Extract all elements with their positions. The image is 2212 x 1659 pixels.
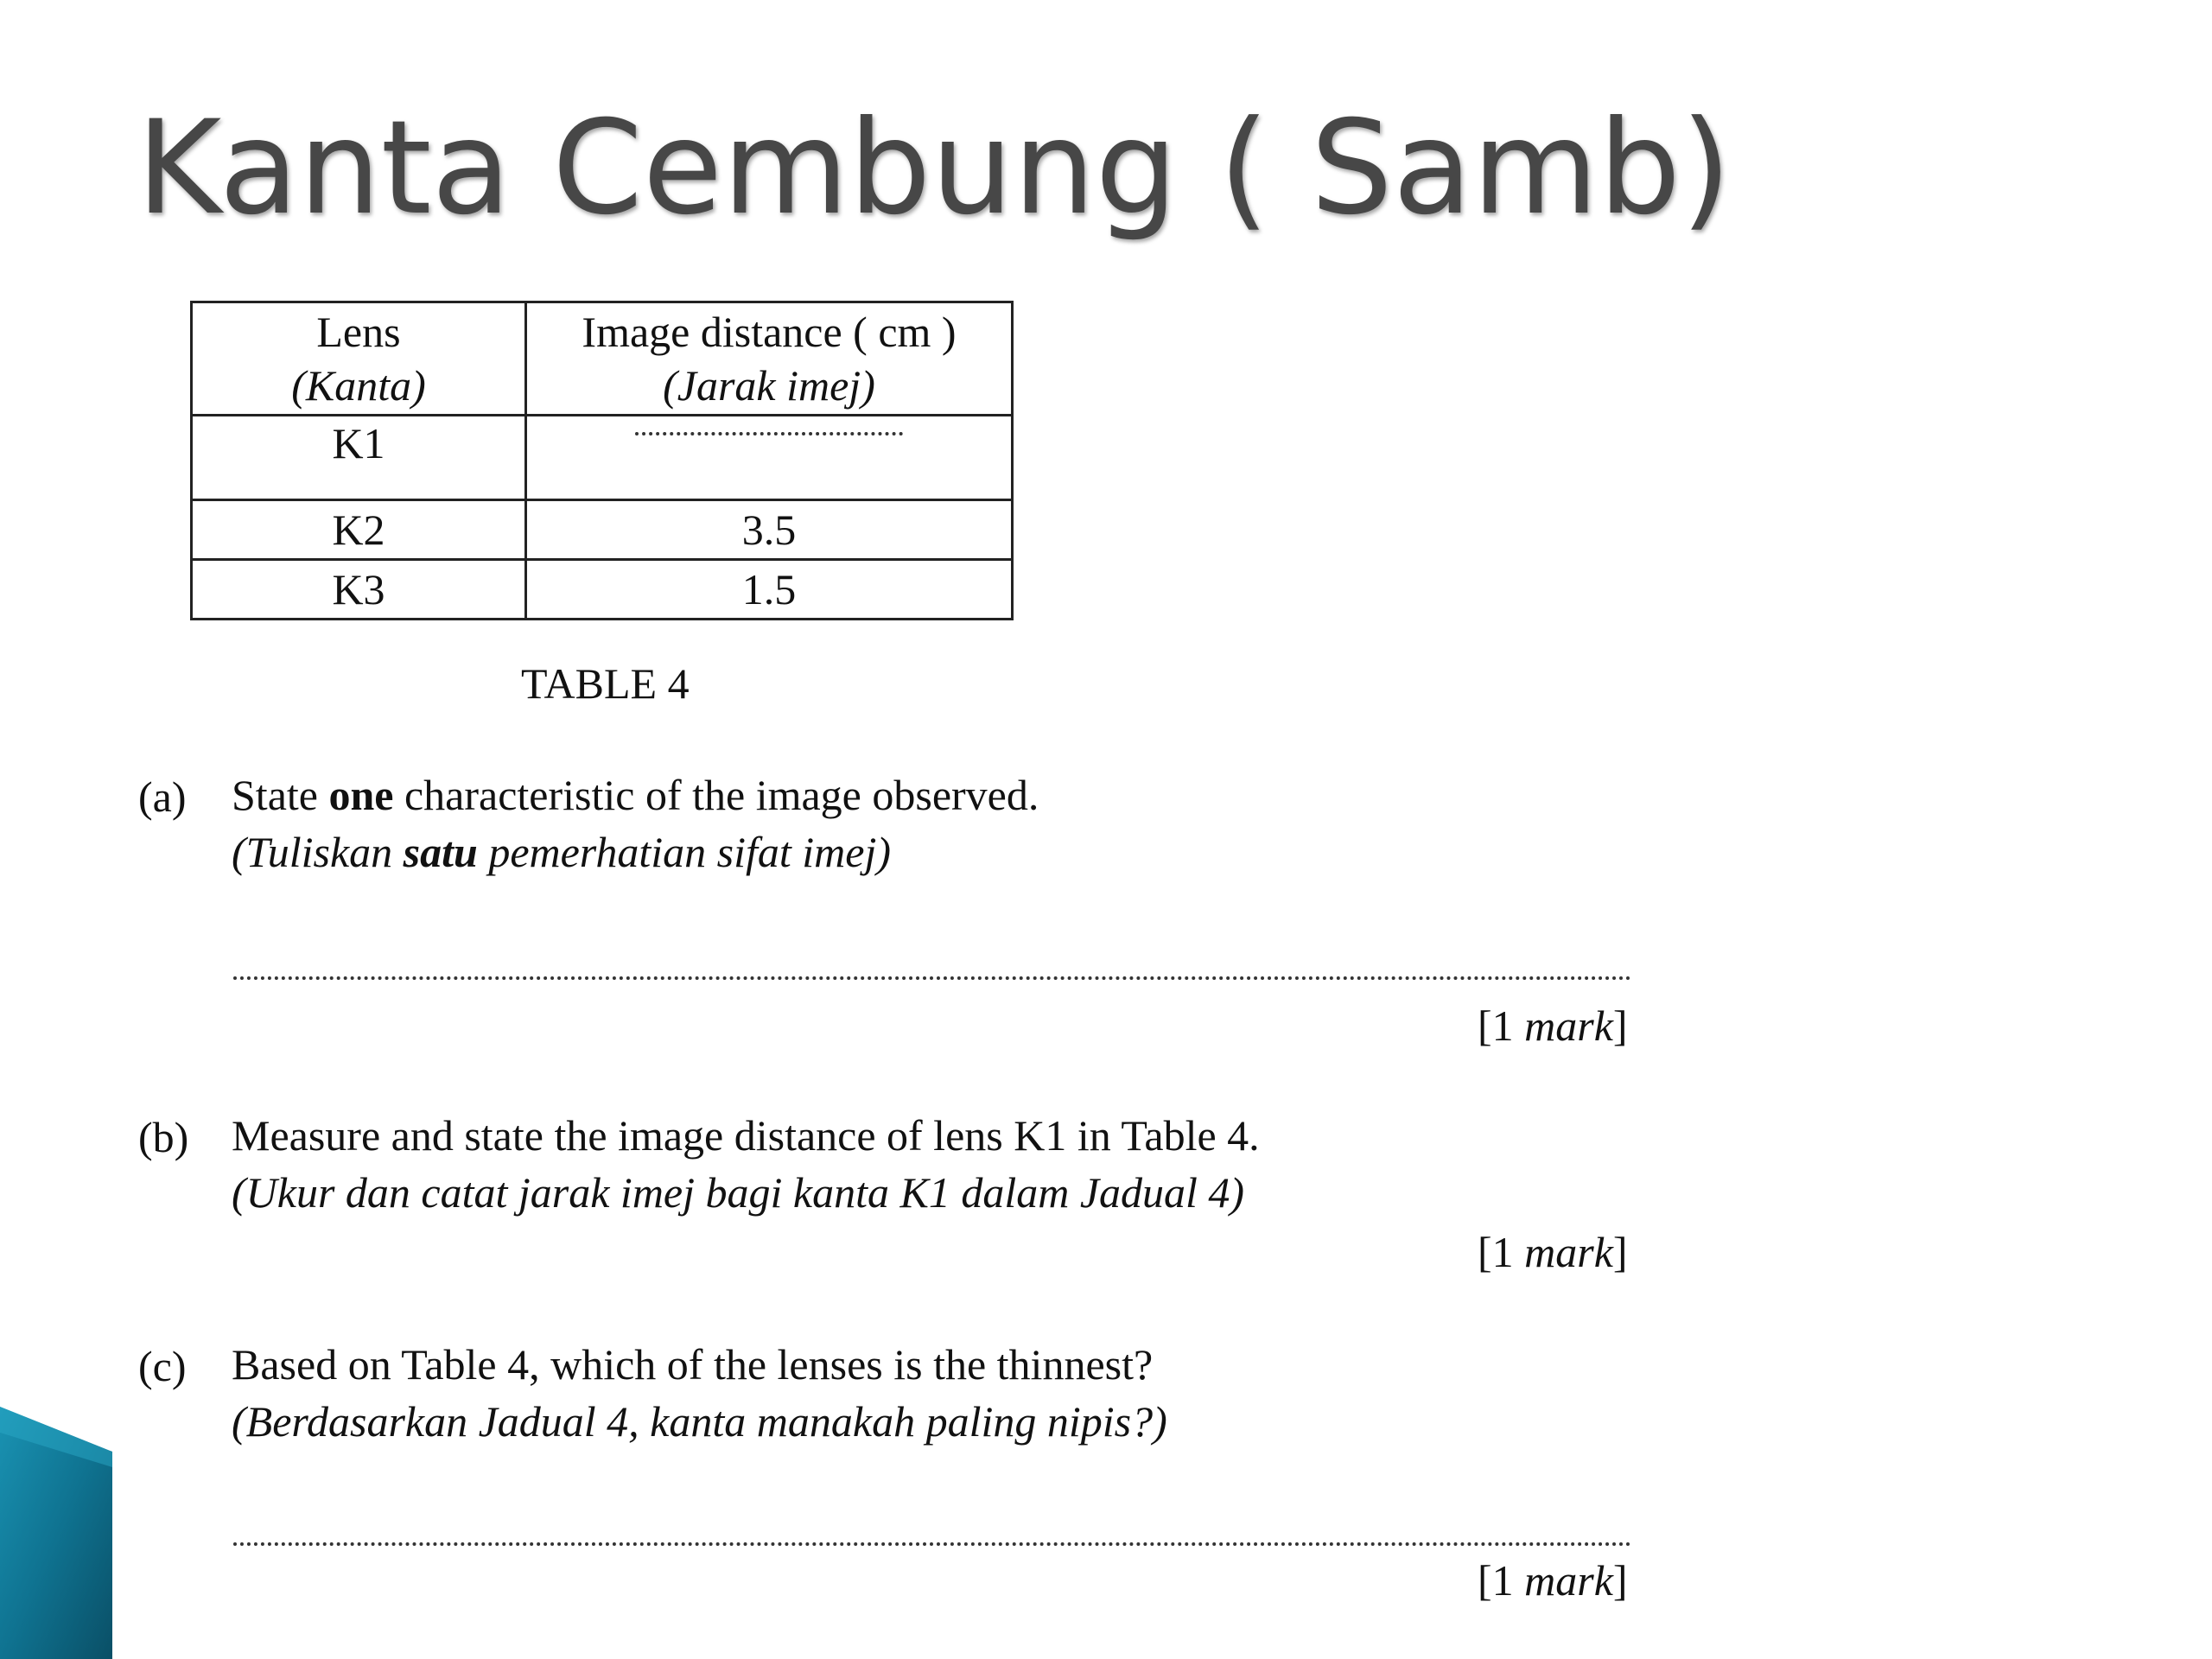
mark-a-open: [1 [1478, 1001, 1525, 1050]
table-header-row [192, 302, 1013, 416]
mark-c-open: [1 [1478, 1556, 1525, 1605]
mark-a-close: ] [1612, 1001, 1628, 1050]
question-c-en: Based on Table 4, which of the lenses is the thinnest? [232, 1340, 1154, 1389]
answer-line-a[interactable] [233, 976, 1631, 980]
cell-distance-blank [526, 416, 1013, 500]
question-a-ms-pre: (Tuliskan [232, 828, 404, 876]
cell-distance: 1.5 [526, 560, 1013, 620]
question-a-en-post: characteristic of the image observed. [393, 771, 1039, 819]
question-a-ms-post: pemerhatian sifat imej) [477, 828, 892, 876]
mark-a [1478, 1001, 1628, 1051]
question-b-ms: (Ukur dan catat jarak imej bagi kanta K1 dalam Jadual 4) [232, 1168, 1245, 1217]
question-a-ms [232, 823, 1039, 880]
answer-line-c[interactable] [233, 1542, 1631, 1546]
question-a-label: (a) [138, 772, 187, 821]
mark-b-close: ] [1612, 1228, 1628, 1276]
question-a-en-bold: one [328, 771, 394, 819]
question-a-en [232, 766, 1039, 823]
table-row [192, 560, 1013, 620]
header-distance-ms: (Jarak imej) [663, 361, 875, 410]
header-distance-en: Image distance ( cm ) [582, 308, 957, 356]
table-row [192, 500, 1013, 560]
question-c-text [232, 1336, 1167, 1450]
mark-b-word: mark [1524, 1228, 1613, 1276]
cell-lens: K3 [192, 560, 526, 620]
mark-c-close: ] [1612, 1556, 1628, 1605]
question-b-label: (b) [138, 1113, 189, 1161]
table-row [192, 416, 1013, 500]
header-lens [192, 302, 526, 416]
question-a-en-pre: State [232, 771, 329, 819]
corner-decoration-shape [0, 1407, 112, 1659]
question-a-text [232, 766, 1039, 880]
header-distance [526, 302, 1013, 416]
mark-c [1478, 1555, 1628, 1605]
question-b-text [232, 1107, 1260, 1221]
question-c-label: (c) [138, 1342, 187, 1390]
table-caption: TABLE 4 [521, 659, 690, 708]
mark-b [1478, 1227, 1628, 1277]
header-lens-en: Lens [316, 308, 401, 356]
mark-a-word: mark [1524, 1001, 1613, 1050]
cell-lens: K2 [192, 500, 526, 560]
slide-title: Kanta Cembung ( Samb) [137, 93, 1732, 244]
header-lens-ms: (Kanta) [291, 361, 426, 410]
cell-distance: 3.5 [526, 500, 1013, 560]
question-a-ms-bold: satu [403, 828, 478, 876]
lens-table [190, 301, 1014, 620]
mark-b-open: [1 [1478, 1228, 1525, 1276]
cell-lens: K1 [192, 416, 526, 500]
answer-blank-line [635, 432, 903, 435]
question-b-en: Measure and state the image distance of lens K1 in Table 4. [232, 1111, 1260, 1160]
mark-c-word: mark [1524, 1556, 1613, 1605]
question-c-ms: (Berdasarkan Jadual 4, kanta manakah paling nipis?) [232, 1397, 1167, 1446]
